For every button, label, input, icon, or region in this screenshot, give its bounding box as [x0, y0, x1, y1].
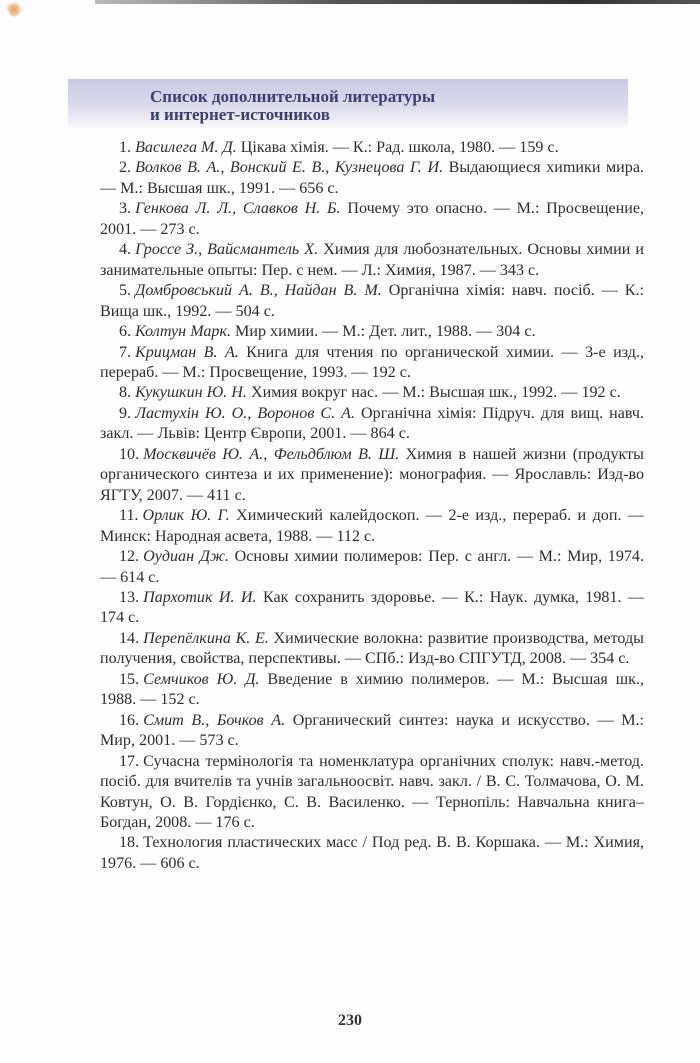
reference-item-7 [100, 343, 644, 384]
reference-text: Органічна хімія: навч. посіб. — К.: Вища шк., 1992. — 504 с. [100, 282, 645, 320]
reference-author: Смит В., Бочков А. [143, 711, 286, 729]
reference-number: 16. [119, 711, 140, 729]
reference-item-13 [100, 588, 644, 629]
reference-number: 14. [119, 629, 140, 647]
page-number: 230 [338, 1012, 362, 1029]
reference-number: 3. [119, 200, 132, 218]
reference-text: Химический калейдоскоп. — 2-е изд., перераб. и доп. — Минск: Народная асвета, 1988. — 112 с. [100, 507, 644, 545]
reference-number: 6. [119, 323, 132, 341]
reference-number: 10. [119, 445, 140, 463]
reference-item-16 [100, 711, 644, 752]
reference-author: Оудиан Дж. [143, 548, 229, 566]
section-title-line-1: Список дополнительной литературы [150, 87, 436, 106]
reference-text: Как сохранить здоровье. — К.: Наук. думка, 1981. — 174 с. [100, 588, 644, 627]
reference-text: Химия вокруг нас. — М.: Высшая шк., 1992. — 192 с. [246, 384, 621, 402]
reference-author: Кукушкин Ю. Н. [135, 384, 247, 402]
reference-item-5 [100, 281, 644, 322]
reference-item-6 [100, 322, 644, 342]
section-title-line-2: и интернет-источников [150, 105, 330, 124]
reference-item-3 [100, 199, 644, 240]
reference-number: 7. [119, 343, 132, 361]
reference-author: Волков В. А., Вонский Е. В., Кузнецова Г. И. [135, 159, 444, 177]
reference-number: 9. [119, 404, 132, 422]
reference-text: Химия в нашей жизни (продукты органического синтеза и их применение): монография. — Ярославль: Изд-во ЯГТУ, 2007. — 411 с. [100, 445, 644, 504]
reference-item-12 [100, 547, 644, 588]
reference-item-11 [100, 506, 644, 547]
reference-item-9 [100, 404, 644, 445]
reference-item-10 [100, 445, 644, 506]
reference-number: 5. [119, 282, 132, 300]
reference-number: 4. [119, 241, 132, 259]
reference-author: Перепёлкина К. Е. [143, 629, 269, 647]
reference-author: Москвичёв Ю. А., Фельдблюм В. Ш. [143, 445, 400, 463]
reference-text: Сучасна термінологія та номенклатура органічних сполук: навч.-метод. посіб. для вчителів та учнів загальноосвіт. навч. закл. / В. С. Толмачова, О. М. Ковтун, О. В. Гордієнко, С. В. Василенко. — Тернопіль: Навчальна книга–Богдан, 2008. — 176 с. [100, 752, 644, 831]
reference-number: 8. [119, 384, 132, 402]
reference-author: Домбровський А. В., Найдан В. М. [135, 282, 382, 300]
reference-text: Органічна хімія: Підруч. для вищ. навч. закл. — Львів: Центр Європи, 2001. — 864 с. [100, 404, 644, 443]
reference-item-2 [100, 158, 644, 199]
section-title [150, 88, 435, 124]
reference-number: 2. [119, 159, 132, 177]
reference-list [100, 138, 644, 874]
reference-number: 11. [119, 507, 139, 525]
reference-number: 18. [119, 834, 140, 852]
reference-number: 13. [119, 588, 140, 606]
reference-text: Цікава хімія. — К.: Рад. школа, 1980. — 159 с. [236, 139, 559, 156]
reference-text: Почему это опасно. — М.: Просвещение, 2001. — 273 с. [100, 200, 645, 238]
reference-author: Колтун Марк. [135, 323, 232, 341]
page-top-edge-shadow [95, 0, 700, 4]
reference-item-15 [100, 670, 644, 711]
reference-text: Химические волокна: развитие производства, методы получения, свойства, перспективы. — СПб.: Изд-во СПГУТД, 2008. — 354 с. [100, 629, 644, 668]
reference-text: Основы химии полимеров: Пер. с англ. — М.: Мир, 1974. — 614 с. [100, 548, 644, 586]
reference-text: Выдающиеся хиmики мира. — М.: Высшая шк., 1991. — 656 с. [100, 159, 644, 197]
reference-author: Ластухін Ю. О., Воронов С. А. [135, 404, 355, 422]
reference-author: Гроссе З., Вайсмантель Х. [135, 241, 319, 259]
reference-author: Семчиков Ю. Д. [143, 670, 260, 688]
reference-author: Пархотик И. И. [143, 588, 257, 606]
reference-number: 17. [119, 752, 140, 770]
reference-author: Орлик Ю. Г. [142, 507, 230, 525]
reference-number: 1. [119, 139, 132, 156]
reference-author: Генкова Л. Л., Славков Н. Б. [135, 200, 341, 218]
reference-item-14 [100, 629, 644, 670]
corner-stain-mark [5, 0, 24, 19]
reference-text: Книга для чтения по органической химии. — 3-е изд., перераб. — М.: Просвещение, 1993. — 192 с. [100, 343, 644, 381]
reference-text: Органический синтез: наука и искусство. — М.: Мир, 2001. — 573 с. [100, 711, 644, 750]
reference-item-4 [100, 240, 644, 281]
reference-item-18 [100, 833, 644, 874]
reference-text: Введение в химию полимеров. — М.: Высшая шк., 1988. — 152 с. [100, 670, 644, 709]
reference-text: Химия для любознательных. Основы химии и занимательные опыты: Пер. с нем. — Л.: Химия, 1987. — 343 с. [100, 241, 644, 279]
reference-number: 15. [119, 670, 140, 688]
reference-item-1 [100, 138, 644, 158]
reference-item-8 [100, 383, 644, 403]
reference-author: Крицман В. А. [135, 343, 239, 361]
reference-text: Технология пластических масс / Под ред. В. В. Коршака. — М.: Химия, 1976. — 606 с. [100, 834, 644, 872]
reference-number: 12. [119, 548, 140, 566]
reference-item-17 [100, 752, 644, 834]
reference-author: Василега М. Д. [135, 139, 237, 156]
reference-text: Мир химии. — М.: Дет. лит., 1988. — 304 с. [231, 323, 536, 341]
